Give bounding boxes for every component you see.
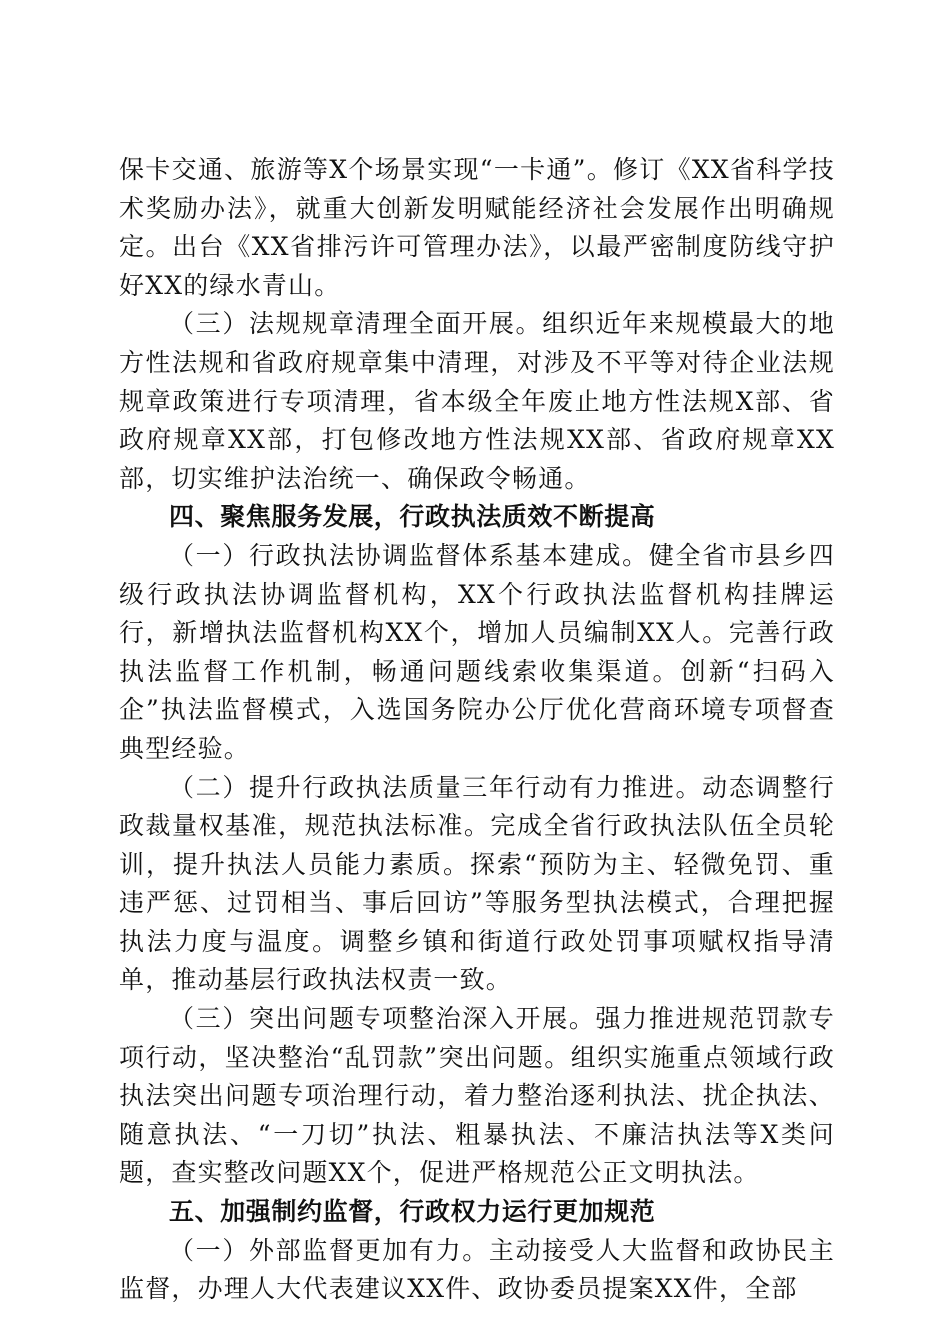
document-body xyxy=(119,151,835,1309)
section-heading-five: 五、加强制约监督，行政权力运行更加规范 xyxy=(169,1197,656,1227)
paragraph-regulation-cleanup: （三）法规规章清理全面开展。组织近年来规模最大的地方性法规和省政府规章集中清理，对涉及不平等对待企业法规规章政策进行专项清理，省本级全年废止地方性法规X部、省政府规章XX部，打包修改地方性法规XX部、省政府规章XX部，切实维护法治统一、确保政令畅通。 xyxy=(119,309,835,493)
section-heading-four: 四、聚焦服务发展，行政执法质效不断提高 xyxy=(169,502,656,532)
paragraph-enforcement-quality: （二）提升行政执法质量三年行动有力推进。动态调整行政裁量权基准，规范执法标准。完成全省行政执法队伍全员轮训，提升执法人员能力素质。探索“预防为主、轻微免罚、重违严惩、过罚相当、事后回访”等服务型执法模式，合理把握执法力度与温度。调整乡镇和街道行政处罚事项赋权指导清单，推动基层行政执法权责一致。 xyxy=(119,772,835,995)
paragraph-continuation: 保卡交通、旅游等X个场景实现“一卡通”。修订《XX省科学技术奖励办法》，就重大创新发明赋能经济社会发展作出明确规定。出台《XX省排污许可管理办法》，以最严密制度防线守护好XX的绿水青山。 xyxy=(119,155,835,300)
paragraph-enforcement-supervision: （一）行政执法协调监督体系基本建成。健全省市县乡四级行政执法协调监督机构，XX个行政执法监督机构挂牌运行，新增执法监督机构XX个，增加人员编制XX人。完善行政执法监督工作机制，畅通问题线索收集渠道。创新“扫码入企”执法监督模式，入选国务院办公厅优化营商环境专项督查典型经验。 xyxy=(119,540,835,763)
paragraph-special-rectification: （三）突出问题专项整治深入开展。强力推进规范罚款专项行动，坚决整治“乱罚款”突出问题。组织实施重点领域行政执法突出问题专项治理行动，着力整治逐利执法、扰企执法、随意执法、“一刀切”执法、粗暴执法、不廉洁执法等X类问题，查实整改问题XX个，促进严格规范公正文明执法。 xyxy=(119,1004,835,1188)
paragraph-external-supervision: （一）外部监督更加有力。主动接受人大监督和政协民主监督，办理人大代表建议XX件、政协委员提案XX件，全部 xyxy=(119,1235,835,1304)
